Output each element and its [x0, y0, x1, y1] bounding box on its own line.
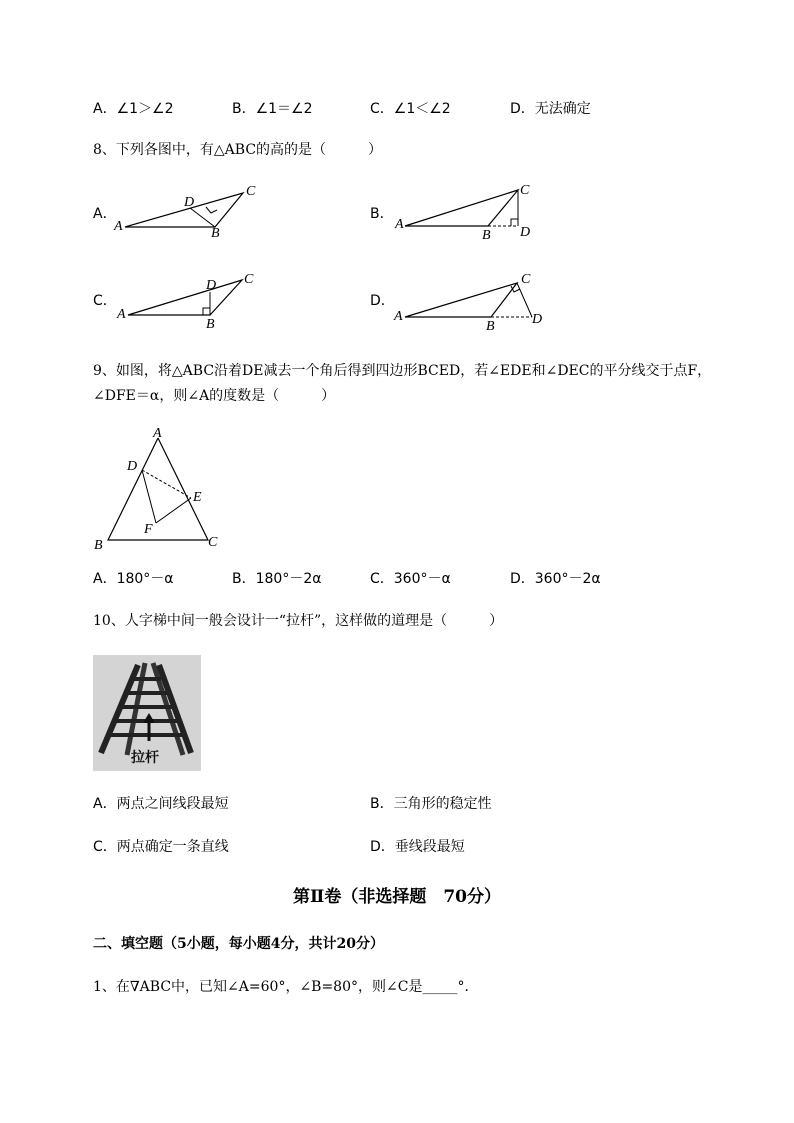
q8d-point-d: D: [532, 312, 543, 327]
q9-figure: [88, 420, 228, 555]
q7-option-c: C．∠1＜∠2: [370, 101, 451, 117]
q9-stem-line2: ∠DFE＝α，则∠A的度数是（ ）: [93, 388, 336, 404]
q10-option-b: B．三角形的稳定性: [370, 796, 492, 812]
q10-option-a: A．两点之间线段最短: [93, 796, 229, 812]
q8b-point-a: A: [395, 217, 404, 232]
q8a-point-b: B: [211, 226, 220, 240]
q8-stem: 8、下列各图中，有△ABC的高的是（ ）: [93, 142, 383, 158]
q8-label-a: A．: [93, 206, 117, 222]
q10-stem: 10、人字梯中间一般会设计一“拉杆”，这样做的道理是（ ）: [93, 613, 504, 629]
q8-figure-a: [110, 180, 270, 240]
q9-option-c: C．360°－α: [370, 571, 451, 587]
q9-option-d: D．360°－2α: [510, 571, 601, 587]
part2-title: 第Ⅱ卷（非选择题 70分）: [293, 887, 501, 907]
q8c-point-d: D: [206, 278, 217, 293]
q8c-point-c: C: [244, 272, 254, 287]
q8b-point-c: C: [520, 183, 530, 198]
q9-option-a: A．180°－α: [93, 571, 174, 587]
q8-figure-d: [390, 268, 560, 333]
q8-label-c: C．: [93, 293, 117, 309]
q7-option-d: D．无法确定: [510, 101, 591, 117]
q8-label-d: D．: [370, 293, 395, 309]
q9-point-a: A: [153, 426, 162, 441]
q8a-point-a: A: [114, 219, 123, 234]
q8c-point-b: B: [206, 317, 215, 332]
ladder-caption: 拉杆: [131, 750, 159, 766]
q8d-point-c: C: [521, 272, 531, 287]
q8c-point-a: A: [117, 307, 126, 322]
q8b-point-d: D: [520, 225, 531, 240]
q7-option-b: B．∠1＝∠2: [232, 101, 313, 117]
q9-option-b: B．180°－2α: [232, 571, 322, 587]
section-heading: 二、填空题（5小题，每小题4分，共计20分）: [93, 936, 384, 952]
q9-stem-line1: 9、如图，将△ABC沿着DE减去一个角后得到四边形BCED，若∠EDE和∠DEC的平分线交于点F，: [93, 363, 712, 379]
q9-point-f: F: [144, 522, 153, 537]
q9-point-e: E: [193, 490, 202, 505]
q7-option-a: A．∠1＞∠2: [93, 101, 174, 117]
q10-option-d: D．垂线段最短: [370, 839, 465, 855]
q9-point-c: C: [208, 535, 218, 550]
q8-figure-b: [390, 180, 550, 240]
ladder-photo: [93, 655, 201, 771]
q8d-point-a: A: [394, 309, 403, 324]
q8b-point-b: B: [482, 228, 491, 240]
q10-option-c: C．两点确定一条直线: [93, 839, 229, 855]
q8d-point-b: B: [486, 319, 495, 333]
q9-point-b: B: [94, 538, 103, 553]
q8-label-b: B．: [370, 206, 394, 222]
q9-point-d: D: [127, 459, 138, 474]
fill-q1: 1、在∇ABC中，已知∠A=60°，∠B=80°，则∠C是_____°．: [93, 979, 479, 995]
q8-figure-c: [110, 268, 270, 333]
q8a-point-d: D: [184, 195, 195, 210]
q8a-point-c: C: [246, 184, 256, 199]
